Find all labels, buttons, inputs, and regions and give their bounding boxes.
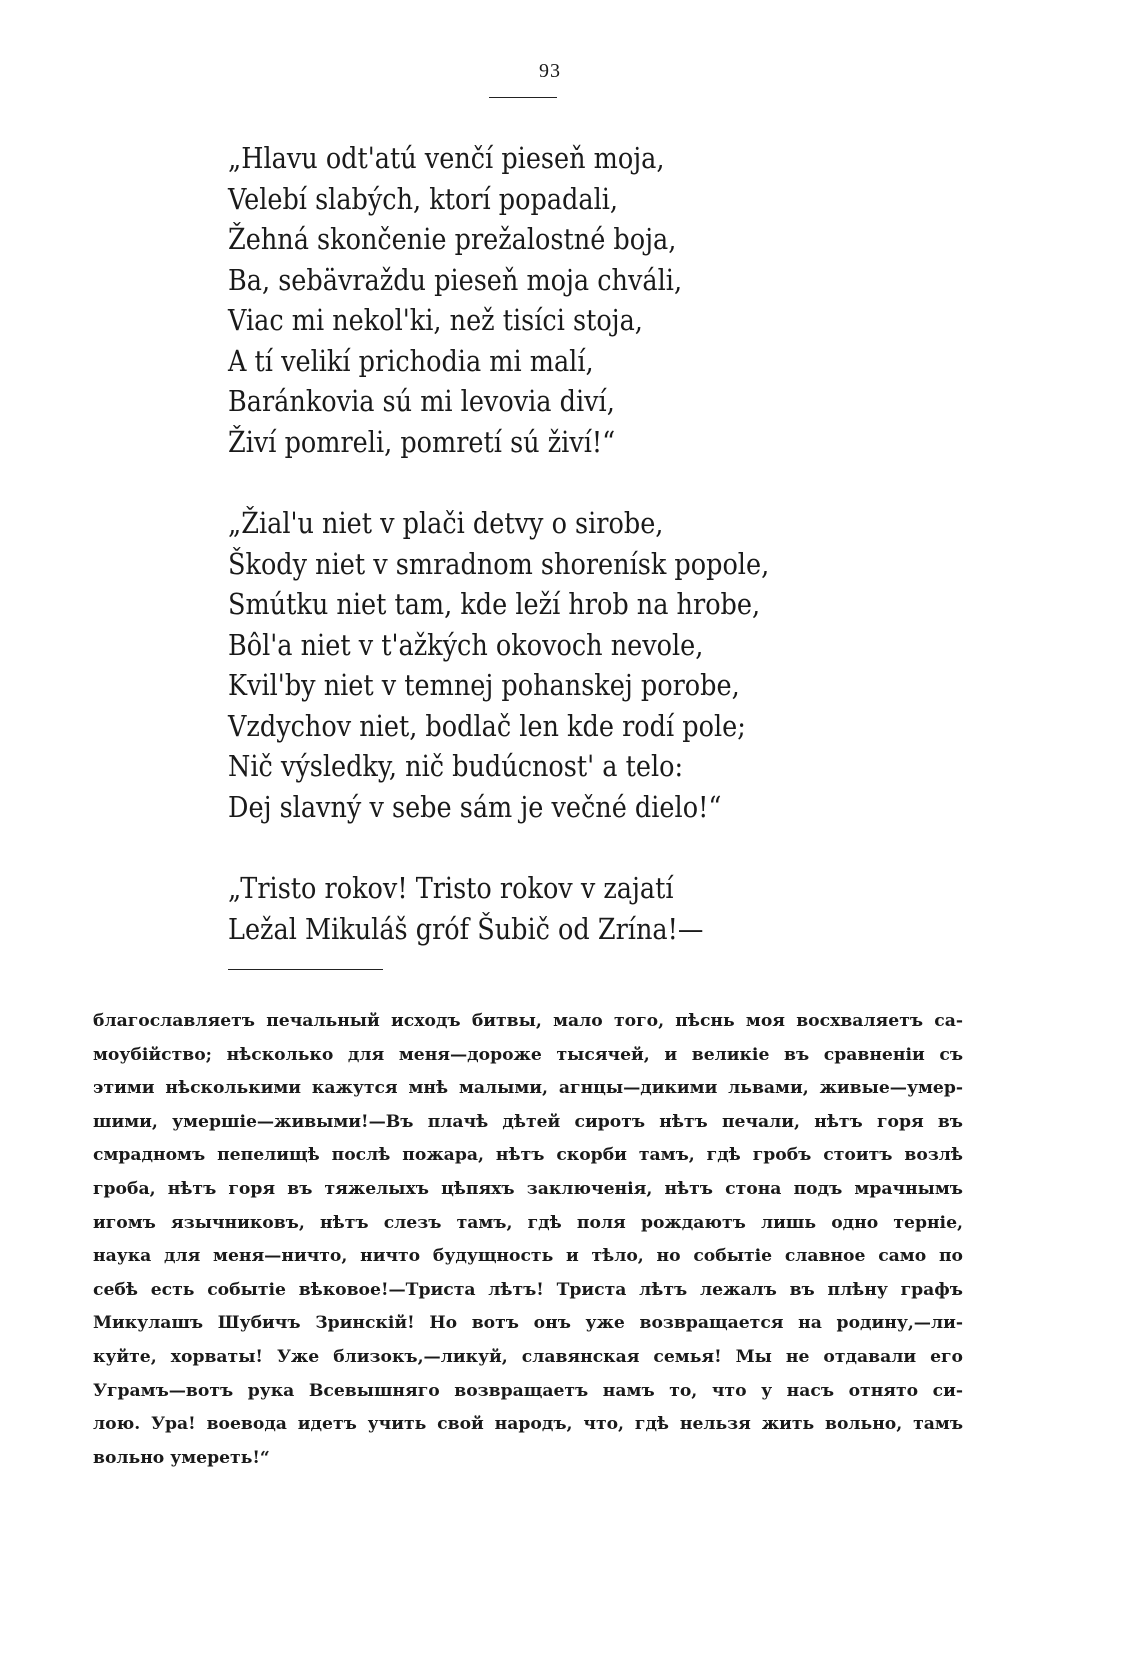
stanza (228, 503, 862, 827)
poem-line: Viac mi nekol'ki, než tisíci stoja, (228, 303, 643, 337)
poem-line: Žehná skončenie prežalostné boja, (228, 222, 677, 256)
page-number-rule (489, 97, 557, 98)
poem-line: Ležal Mikuláš gróf Šubič od Zrína!— (228, 911, 704, 946)
footnote-line: смрадномъ пепелищѣ послѣ пожара, нѣтъ скорби тамъ, гдѣ гробъ стоитъ возлѣ (93, 1145, 963, 1166)
footnote-line: моубійство; нѣсколько для меня—дороже тысячей, и великіе въ сравненіи съ (93, 1044, 963, 1065)
footnote-line: шими, умершіе—живыми!—Въ плачѣ дѣтей сиротъ нѣтъ печали, нѣтъ горя въ (93, 1111, 963, 1132)
poem-line: Kvil'by niet v temnej pohanskej porobe, (228, 668, 740, 702)
footnote (93, 1005, 963, 1475)
poem-line: Smútku niet tam, kde leží hrob na hrobe, (228, 587, 761, 621)
footnote-line: вольно умереть!“ (93, 1447, 270, 1468)
stanza (228, 868, 862, 949)
poem-line: Velebí slabých, ktorí popadali, (228, 181, 619, 216)
poem-line: Škody niet v smradnom shorenísk popole, (228, 546, 770, 581)
footnote-rule (228, 969, 383, 970)
poem-line: „Hlavu odt'atú venčí pieseň moja, (228, 141, 665, 175)
footnote-line: куйте, хорваты! Уже близокъ,—ликуй, славянская семья! Мы не отдавали его (93, 1346, 963, 1367)
poem-line: Dej slavný v sebe sám je večné dielo!“ (228, 789, 722, 824)
poem-line: A tí velikí prichodia mi malí, (228, 343, 594, 378)
footnote-line: гроба, нѣтъ горя въ тяжелыхъ цѣпяхъ заключенія, нѣтъ стона подъ мрачнымъ (93, 1178, 963, 1199)
poem-line: Ba, sebävraždu pieseň moja chváli, (228, 262, 683, 297)
footnote-line: благославляетъ печальный исходъ битвы, мало того, пѣснь моя восхваляетъ са- (93, 1011, 963, 1031)
footnote-line: лою. Ура! воевода идетъ учить свой народъ, что, гдѣ нельзя жить вольно, тамъ (93, 1414, 963, 1435)
footnote-line: игомъ язычниковъ, нѣтъ слезъ тамъ, гдѣ поля рождаютъ лишь одно терніе, (93, 1212, 963, 1233)
poem-line: Vzdychov niet, bodlač len kde rodí pole; (228, 708, 746, 743)
footnote-line: себѣ есть событіе вѣковое!—Триста лѣтъ! Триста лѣтъ лежалъ въ плѣну графъ (93, 1279, 963, 1300)
footnote-line: Микулашъ Шубичъ Зринскій! Но вотъ онъ уже возвращается на родину,—ли- (93, 1313, 963, 1334)
poem-line: „Žial'u niet v plači detvy o sirobe, (228, 506, 664, 540)
poem (228, 138, 862, 949)
poem-line: Bôl'a niet v t'ažkých okovoch nevole, (228, 627, 704, 662)
page-number: 93 (539, 60, 561, 82)
footnote-line: наука для меня—ничто, ничто будущность и тѣло, но событіе славное само по (93, 1246, 963, 1267)
poem-line: „Tristo rokov! Tristo rokov v zajatí (228, 871, 674, 905)
poem-line: Živí pomreli, pomretí sú živí!“ (228, 424, 616, 459)
poem-line: Baránkovia sú mi levovia diví, (228, 384, 615, 418)
footnote-line: Уграмъ—вотъ рука Всевышняго возвращаетъ намъ то, что у насъ отнято си- (93, 1380, 963, 1401)
footnote-line: этими нѣсколькими кажутся мнѣ малыми, агнцы—дикими львами, живые—умер- (93, 1078, 963, 1099)
poem-line: Nič výsledky, nič budúcnost' a telo: (228, 749, 684, 783)
stanza (228, 138, 862, 462)
